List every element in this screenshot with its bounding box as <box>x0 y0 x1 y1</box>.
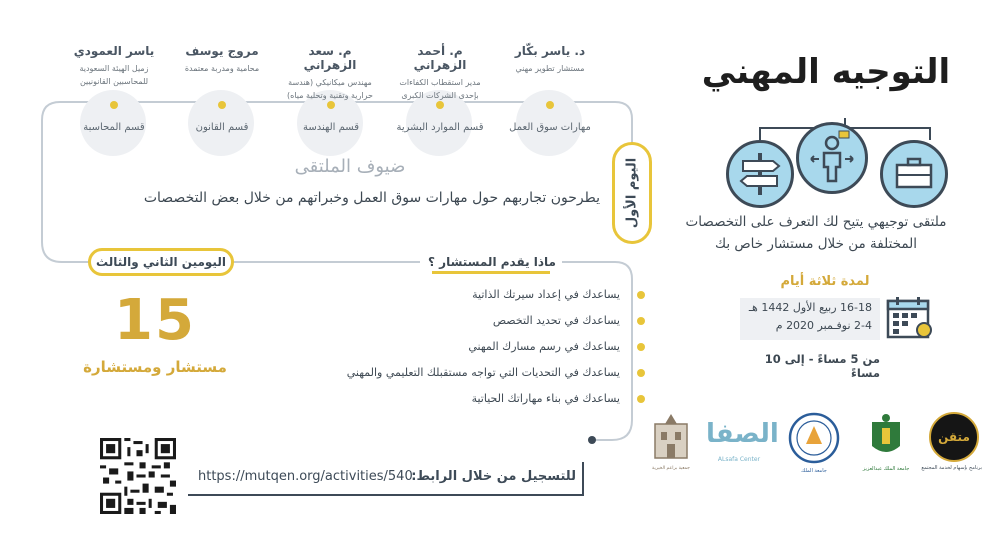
mutqen-caption: برنامج بإسهام لخدمة المجتمع <box>921 465 982 471</box>
offer-dot <box>637 369 645 377</box>
speaker-dept: قسم المحاسبة <box>83 122 145 133</box>
speaker-name: ياسر العمودي <box>73 44 155 58</box>
speaker-role: مستشار تطوير مهني <box>515 64 585 73</box>
speaker-4 <box>174 44 270 75</box>
signpost-icon <box>726 140 794 208</box>
offer-dot <box>637 395 645 403</box>
college-logo <box>784 412 844 474</box>
date-hijri: 16-18 ربيع الأول 1442 هـ <box>748 301 872 314</box>
speaker-name: م. أحمد الزهراني <box>413 44 467 72</box>
event-title: التوجيه المهني <box>701 52 951 92</box>
days-two-three-label: اليومين الثاني والثالث <box>96 255 226 269</box>
speaker-1 <box>502 44 598 75</box>
person-directions-icon <box>796 122 868 194</box>
offer-dot <box>637 291 645 299</box>
registration-link[interactable]: https://mutqen.org/activities/540 <box>198 469 413 484</box>
speaker-dept: قسم الموارد البشرية <box>396 122 484 133</box>
charity-name: جمعية براعم الخيرية <box>652 466 690 471</box>
charity-logo <box>648 412 694 471</box>
event-duration: لمدة ثلاثة أيام <box>780 274 870 289</box>
event-description-2: المختلفة من خلال مستشار خاص بك <box>714 236 918 252</box>
speaker-2 <box>392 44 488 102</box>
offer-item: يساعدك في التحديات التي تواجه مستقبلك التعليمي والمهني <box>346 366 620 379</box>
event-time: من 5 مساءً - إلى 10 مساءً <box>764 352 880 380</box>
days-two-three-pill <box>88 248 234 276</box>
speaker-3 <box>282 44 378 102</box>
mutqen-logo <box>921 412 982 471</box>
alsafa-logo <box>706 412 779 463</box>
qr-code-icon[interactable] <box>100 438 176 514</box>
offers-title: ماذا يقدم المستشار ؟ <box>428 255 556 269</box>
day-one-label: اليوم الأول <box>624 157 640 229</box>
college-name: جامعة الملك <box>801 468 827 474</box>
alsafa-caption: ALsafa Center <box>717 456 761 463</box>
speaker-5 <box>66 44 162 88</box>
offer-dot <box>637 317 645 325</box>
guests-subtitle: يطرحون تجاربهم حول مهارات سوق العمل وخبراتهم من خلال بعض التخصصات <box>143 190 600 206</box>
offers-title-row <box>422 252 562 272</box>
speaker-dept: قسم الهندسة <box>303 122 359 133</box>
speaker-name: مروج يوسف <box>185 44 259 58</box>
speaker-name: م. سعد الزهراني <box>303 44 357 72</box>
day-one-pill <box>612 142 652 244</box>
speaker-name: د. ياسر بكّار <box>514 44 586 58</box>
briefcase-icon <box>880 140 948 208</box>
offer-item: يساعدك في تحديد التخصص <box>492 314 620 327</box>
timeline-dot <box>546 101 554 109</box>
speaker-role: زميل الهيئة السعودية للمحاسبين القانونيين <box>79 64 149 86</box>
registration-label: للتسجيل من خلال الرابط: <box>411 469 576 484</box>
timeline-dot <box>110 101 118 109</box>
timeline-dot <box>436 101 444 109</box>
consultants-count: 15 <box>114 288 196 353</box>
charity-building-icon <box>651 412 691 462</box>
speaker-dept: مهارات سوق العمل <box>509 122 591 133</box>
alsafa-text: الصفا <box>706 419 779 449</box>
speaker-role: مدير استقطاب الكفاءات بإحدى الشركات الكبرى <box>399 78 481 100</box>
speaker-dept: قسم القانون <box>195 122 249 133</box>
university-emblem-icon <box>864 412 908 462</box>
offer-item: يساعدك في رسم مسارك المهني <box>468 340 620 353</box>
offer-item: يساعدك في بناء مهاراتك الحياتية <box>471 392 620 405</box>
registration-box <box>188 462 584 496</box>
college-seal-icon <box>788 412 840 464</box>
event-description-1: ملتقى توجيهي يتيح لك التعرف على التخصصات <box>685 214 947 230</box>
offer-item: يساعدك في إعداد سيرتك الذاتية <box>472 288 620 301</box>
offer-dot <box>637 343 645 351</box>
dates-box <box>740 298 880 340</box>
university-name: جامعة الملك عبدالعزيز <box>862 466 910 472</box>
offers-underline <box>432 271 550 274</box>
calendar-icon <box>886 296 936 342</box>
guests-title: ضيوف الملتقى <box>294 156 406 177</box>
timeline-dot <box>218 101 226 109</box>
university-logo <box>858 412 914 472</box>
speaker-role: مهندس ميكانيكي (هندسة حرارية وتقنية وتحلية مياه) <box>287 78 373 100</box>
date-gregorian: 2-4 نوفـمبر 2020 م <box>775 319 872 332</box>
mutqen-logo-text: متقن <box>938 430 970 444</box>
speaker-role: محامية ومدربة معتمدة <box>184 64 260 73</box>
consultants-label: مستشار ومستشارة <box>83 358 227 376</box>
timeline-dot <box>327 101 335 109</box>
